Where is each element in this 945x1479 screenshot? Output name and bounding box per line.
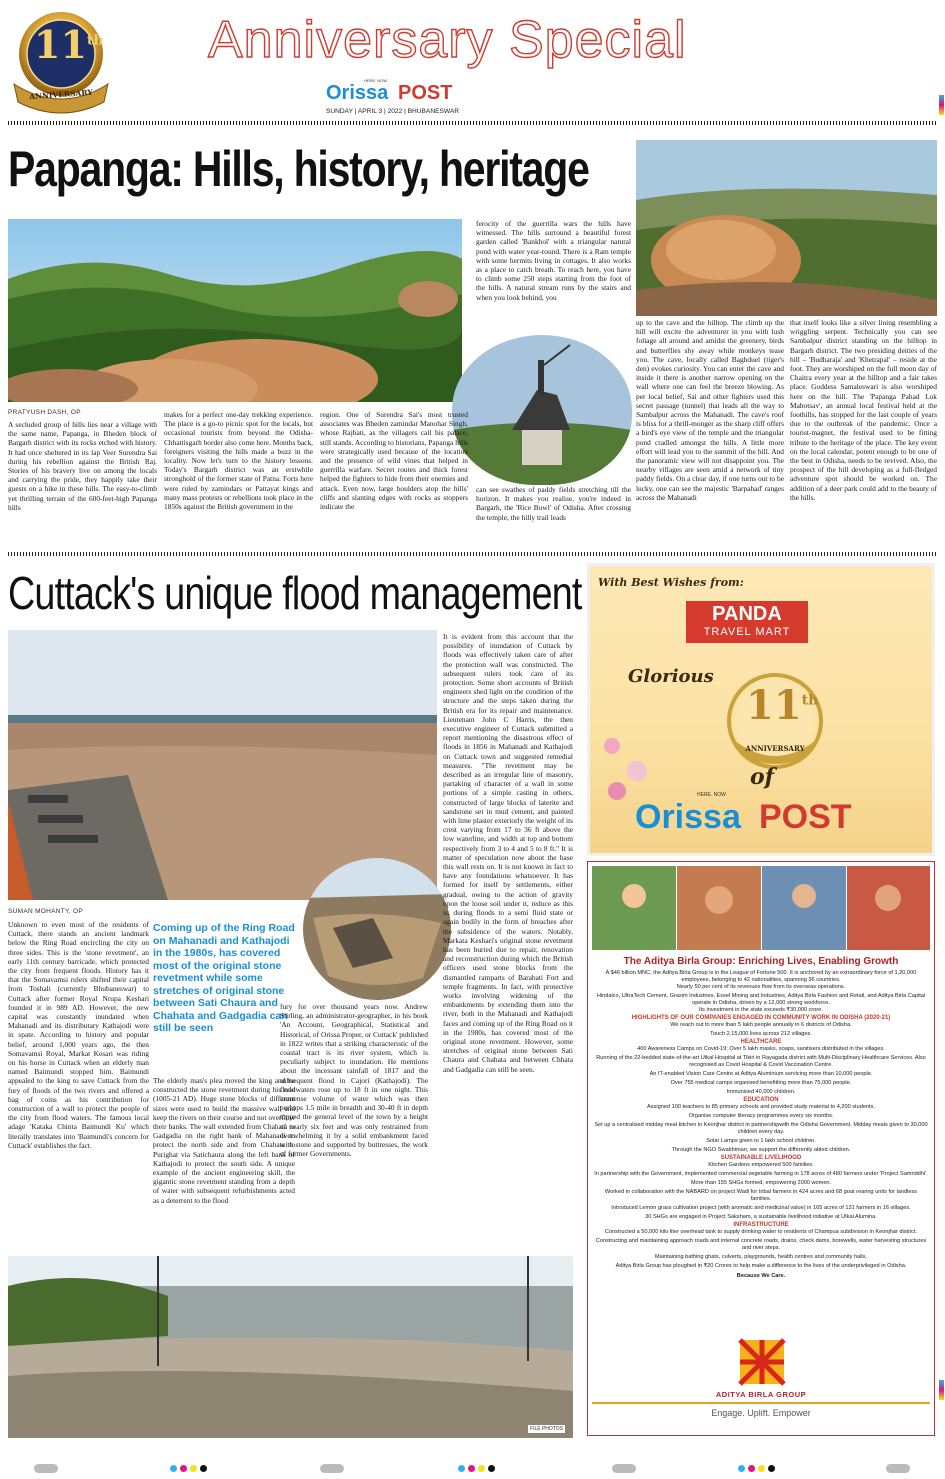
reg-edge-bar-top <box>939 95 944 115</box>
reg-oval-right <box>612 1464 636 1473</box>
ad-birla-he5: Immunised 40,000 children. <box>726 1089 796 1095</box>
story1-boulder-photo <box>636 140 937 316</box>
dateline: SUNDAY | APRIL 3 | 2022 | BHUBANESWAR <box>326 108 460 115</box>
ad-birla-ed1: Assigned 100 teachers to 85 primary schools and provided study material to 4,200 students. <box>647 1104 875 1110</box>
ad-birla-body <box>594 970 928 1280</box>
ad-birla-intro3: Hindalco, UltraTech Cement, Grasim Industries, Essel Mining and Industries, Aditya Birla Fashion and Retail, and Aditya Birla Capital operate in Odisha, driven by a 12,000 strong workforce. <box>596 993 926 1006</box>
reg-oval-far-right <box>886 1464 910 1473</box>
ad-panda-number: 11th <box>746 682 819 729</box>
story2-col2: The elderly man's plea moved the king and he constructed the stone revetment during his rule (1005-21 AD). Huge stone blocks of different sizes were used to build the massive wall and keep the rivers on their course and not overflow their banks. The wall extended from Chahata to Gadgadia on the right bank of Mahanadi to protect the north side and from Chahata to Purighat via Satichaura along the left bank of Kathajodi to protect the south side. A unique example of the ancient engineering skill, the gigantic stone revetment standing from a depth of water with subsequent refurbishments acted as a deterrent to the flood <box>153 1076 295 1205</box>
ad-birla-li4: Worked in collaboration with the NABARD on project Wadi for tribal farmers in 424 acres and 68 goat rearing units for landless families. <box>604 1189 918 1202</box>
ad-birla-ed3: Set up a centralised midday meal kitchen in Keonjhar district in partnershipwith the Odisha Government. Midday meals given to 30,000 children every day. <box>594 1122 928 1135</box>
ad-birla-li3: More than 155 SHGs formed, empowering 2000 women. <box>690 1180 832 1186</box>
reg-dot-yellow-2 <box>478 1465 485 1472</box>
ad-birla-title: The Aditya Birla Group: Enriching Lives, Enabling Growth <box>623 956 899 967</box>
ad-birla-intro4: Its investment in the state exceeds ₹30,000 crore. <box>699 1007 823 1013</box>
panda-brand-sub: TRAVEL MART <box>703 626 791 638</box>
reg-dot-black-2 <box>488 1465 495 1472</box>
reg-dot-yellow-3 <box>758 1465 765 1472</box>
ad-birla-li6: 30 SHGs are engaged in Project Saksham, a sustainable livelihood initiative at Utkal Alumina. <box>645 1214 877 1220</box>
ad-panda-best-wishes: With Best Wishes from: <box>598 576 744 589</box>
ad-birla-he2: Running of the 22-bedded state-of-the-art Utkal Hospital at Tikiri in Rayagada district with Multi-Disciplinary Healthcare Services. Also recognised as Covid Hospital & Covid Vaccination Centre. <box>596 1055 926 1068</box>
story1-headline: Papanga: Hills, history, heritage <box>8 141 589 197</box>
ad-birla-hl1: We reach out to more than 5 lakh people annually in 6 districts of Odisha. <box>670 1022 852 1028</box>
ad-birla-li5: Introduced Lemon grass cultivation project (with aromatic and medicinal value) in 165 acres of 131 farmers in 16 villages. <box>611 1205 911 1211</box>
badge-number: 11th <box>34 22 104 67</box>
ad-birla-h-live: SUSTAINABLE LIVELIHOOD <box>720 1155 802 1161</box>
ad-birla-hl2: Touch 2,15,000 lives across 212 villages. <box>710 1031 812 1037</box>
ad-birla-in1: Constructed a 50,000 kilo liter overhead tank to supply drinking water to residents of Champua subdivision in Keonjhar district. <box>604 1229 918 1235</box>
ad-birla-care: Because We Care. <box>736 1273 786 1279</box>
ad-panda-ribbon: ANNIVERSARY <box>745 744 805 753</box>
reg-dot-cyan <box>170 1465 177 1472</box>
ad-panda-of: of <box>750 764 775 790</box>
section-divider <box>8 552 937 556</box>
story1-col4b: can see swathes of paddy fields stretching till the horizon. It makes you realise, you're indeed in Bargarh, the 'Rice Bowl' of Odisha. After crossing the temple, the hilly trail leads <box>476 485 631 522</box>
ad-panda-paper-b: POST <box>759 798 852 836</box>
reg-oval-mid <box>320 1464 344 1473</box>
story1-col1: A secluded group of hills lies near a village with the same name, Papanga, in Bheden block of Bargarh district with its rocks etched with history. It had once sheltered in its lap Veer Surendra Sai during his rebellion against the British Raj. Stories of his bravery live on among the locals and carrying the pride, they happily take their guests on a hike in these hills. The easy-to-climb yet thrilling terrain of the 600-feet-high Papanga hills <box>8 420 157 512</box>
ad-panda <box>587 563 935 856</box>
ad-birla-h-health: HEALTHCARE <box>740 1039 782 1045</box>
ad-birla-in3: Maintaining bathing ghats, culverts, playgrounds, health centres and community halls. <box>654 1254 868 1260</box>
story2-col4: It is evident from this account that the possibility of inundation of Cuttack by floods was effectively taken care of after the protection wall was constructed. The subsequent rulers took care of its protection. Some short accounts of British engineers shed light on the condition of the structure and the steps taken during the British era for its repair and maintenance. Lieutenant John C Harris, the then executive engineer of Cuttack submitted a report mentioning the disastrous effect of floods in 1856 in Mahanadi and Kathajodi on Cuttack town and suggested remedial measures. "The revetment may be described as an irregular line of masonry, partaking of character of a wall in some portions of a simple casting in others, constructed of large blocks of laterite and sandstone set in mud cement, and painted with lime plaster exteriorly the weight of its crest varying from 17 to 36 ft above the low waterline, and width at top and bottom respectively from 3 to 4 and 5 to 8 ft." It is matter of speculation now about the base this wall rests on. It is not known in fact to have any foundations whatsoever. It has formed for itself by settlements, either gradual, owing to the action of gravity upon the loose soil under it, reduce as this is, during floods to a semi fluid state or again bodily in the form of breaches after the subsidence of the waters. Notably, Markata Keshari's original stone revetment has been buried due to repair, renovation and reconstruction during which the British officers used stone blocks from the dismantled ramparts of Barabati Fort and temple fragments. In fact, with protective works involving widening of the embankments by extending them into the river, both in the Mahanadi and Kathajodi faces and coming up of the Ring Road on it in the 1980s, has covered most of the original stone revetment. However, some stretches of original stone between Sati Chaura and Chahata and between Chhata and Gadgadia can still be seen. <box>443 632 573 1074</box>
birla-logo <box>732 1338 792 1388</box>
story2-wall-photo <box>303 858 451 1000</box>
birla-sun-logo-icon <box>732 1338 792 1388</box>
ad-birla-li2: In partnership with the Government, implemented commercial vegetable farming in 178 acres of 480 farmers under 'Project Samriddhi'. <box>594 1171 928 1177</box>
badge-ribbon-text: ANNIVERSARY <box>29 87 93 102</box>
ad-birla-h-edu: EDUCATION <box>743 1097 779 1103</box>
reg-dot-black <box>200 1465 207 1472</box>
ad-birla <box>587 861 935 1436</box>
ad-panda-paper-a: Orissa <box>635 798 741 836</box>
reg-dot-magenta-2 <box>468 1465 475 1472</box>
ad-birla-tagline: Engage. Uplift. Empower <box>711 1408 811 1418</box>
masthead <box>0 0 945 122</box>
story2-col1: Unknown to even most of the residents of Cuttack, there stands an ancient landmark below the Ring Road encircling the city on three sides. This is the 'stone revetment', an early 11th century barricade, which protected the city from frequent floods. History has it that the Somavamsi rulers shifted their capital from Toshali (currently Bhubaneswar) to Cuttack after former Royal Nrupa Keshari founded it in 989 AD. However, the new capital was constantly inundated when Mahanadi and its distributary Kathajodi were in spate. According to history and popular belief, around 1,000 years ago, the then Somavamsi Royal, Markat Kesari was riding on his horse in Cuttack when an elderly man named Baimundi stopped him. Baimundi appealed to the king to save Cuttack from the fury of floods of the two rivers and offered a bag of coins as his contribution for construction of a wall to protect the people of the city from flood waters. The famous local adage 'Kataka Chinta Baimundi Ku' which literally translates into 'Baimundi's concern for Cuttack' establishes the fact. <box>8 920 149 1150</box>
ad-panda-badge <box>720 666 830 776</box>
ad-birla-tagline-bar <box>592 1402 930 1404</box>
reg-edge-bar-bottom <box>939 1380 944 1400</box>
story1-main-photo <box>8 219 462 402</box>
ad-birla-ed4: Solar Lamps given to 1 lakh school children. <box>706 1138 816 1144</box>
panda-logo <box>686 601 808 643</box>
reg-dot-magenta <box>180 1465 187 1472</box>
flower-decoration-icon <box>592 716 672 816</box>
ad-birla-h-infra: INFRASTRUCTURE <box>733 1222 789 1228</box>
masthead-divider <box>8 121 937 125</box>
registration-marks <box>0 1444 945 1479</box>
story2-headline: Cuttack's unique flood management <box>8 567 582 619</box>
reg-oval-left <box>34 1464 58 1473</box>
paper-tag: HERE. NOW <box>364 78 388 83</box>
reg-dot-black-3 <box>768 1465 775 1472</box>
ad-birla-li1: Kitchen Gardens empowered 500 families. <box>708 1162 814 1168</box>
ad-birla-he3: An IT-enabled Vision Care Centre at Aditya Aluminium servicing more than 10,000 people. <box>649 1071 873 1077</box>
ad-birla-intro2: Nearly 50 per cent of its revenues flow from its overseas operations. <box>676 984 846 990</box>
paper-name-a: Orissa <box>326 82 389 104</box>
reg-dot-yellow <box>190 1465 197 1472</box>
story2-pullquote: Coming up of the Ring Road on Mahanadi and Kathajodi in the 1980s, has covered most of the original stone revetment while some stretches of original stone between Sati Chaura and Chahata and Gadgadia can still be seen <box>153 922 295 1034</box>
paper-logo <box>326 78 474 104</box>
reg-dot-cyan-2 <box>458 1465 465 1472</box>
story1-col3: region. One of Surendra Sai's most trusted associates was Bheden zamindar Manohar Singh, whose Rajbati, as the villagers call his palace, still stands. According to historians, Papanga hills were strategically used because of the location and the presence of wild vines that helped in guerrilla warfare. Secret routes and thick forest helped the fighters to hide from their enemies and attack. Even now, large boulders atop the hills' cliffs and slanting edges with rocks as stoppers indicate the <box>320 410 468 512</box>
ad-birla-he1: 400 Awareness Camps on Covid-19; Over 5 lakh masks, soaps, sanitisers distributed in the villages. <box>637 1046 885 1052</box>
reg-dot-cyan-3 <box>738 1465 745 1472</box>
story1-byline: PRATYUSH DASH, OP <box>8 409 81 416</box>
story1-col2: makes for a perfect one-day trekking experience. The place is a go-to picnic spot for the locals, but occasional tourists from beyond the Odisha-Chhattisgarh border also come here. Months back, foreigners visiting the hills made a buzz in the locality. Now let's turn to the history lessons. Today's Bargarh district was an erstwhile stronghold of the former state of Patna. Forts here were ruled by zamindars or Pattayat kings and many mass protests or rebellions took place in the 1850s against the British government in the <box>164 410 313 512</box>
story2-byline: SUMAN MOHANTY, OP <box>8 908 84 915</box>
ad-birla-he4: Over 755 medical camps organised benefitting more than 75,000 people. <box>670 1080 852 1086</box>
ad-birla-group: ADITYA BIRLA GROUP <box>715 1390 807 1399</box>
masthead-title: Anniversary Special <box>208 11 687 69</box>
ad-birla-photo-strip <box>592 866 930 950</box>
story1-col4a: ferocity of the guerrilla wars the hills have witnessed. The hills surround a beautiful forest garden called 'Bankhol' with a triangular natural pond with water year-round. There is a Ram temple with some hermits living in cottages. It also works as a place to catch breath. To reach here, you have to climb some 250 steps starting from the foot of the hills. A natural stream runs by the stairs and when you look behind, you <box>476 219 631 302</box>
ad-birla-in4: Aditya Birla Group has ploughed in ₹20 Crores to help make a difference to the lives of the underprivileged in Odisha. <box>615 1263 907 1269</box>
ad-panda-paper-tag: HERE. NOW <box>697 792 726 798</box>
ad-birla-h-highlights: HIGHLIGHTS OF OUR COMPANIES ENGAGED IN COMMUNITY WORK IN ODISHA (2020-21) <box>631 1015 891 1021</box>
ad-birla-in2: Constructing and maintaining approach roads and internal concrete roads, drains, check dams, borewells, water harvesting structures and river steps. <box>595 1238 927 1251</box>
story1-col6: that itself looks like a silver lining resembling a wriggling serpent. Technically you can see Sambalpur district standing on the hilltop in Bargarh district. The two presiding deities of the hill – 'Budharaja' and 'Khetrapal' – reside at the foot. They are worshiped on the full moon day of Chaitra every year at the hilltop and a fair takes place. Goddess Samaleswari is also worshiped here on the hill. The 'Papanga Pahad Lok Mahotsav', an annual local festival held at the foothills, has stopped for the last couple of years due to the outbreak of the pandemic. Once a tourist-magnet, the festival used to be fitting tribute to the heritage of the place. The key event on the local calendar, potent enough to be one of the best in Odisha, needs to be revived. Also, the prospect of the hill developing as a full-fledged adventure spot should be worked on. The addition of a deer park could add to the beauty of the hills. <box>790 318 937 502</box>
ad-panda-glorious: Glorious <box>628 666 714 687</box>
ad-birla-intro1: A $46 billion MNC, the Aditya Birla Group is in the League of Fortune 500. It is anchored by an extraordinary force of 1,20,000 employees, belonging to 42 nationalities, spanning 36 countries. <box>605 970 917 983</box>
reg-dot-magenta-3 <box>748 1465 755 1472</box>
story1-statue-photo <box>452 335 632 485</box>
file-photos-credit: FILE PHOTOS <box>530 1426 563 1432</box>
story2-col3: fury for over thousand years now. Andrew Stirling, an administrator-geographer, in his book 'An Account, Geographical, Statistical and Historical, of Orissa Proper, or Cuttack' published in 1822 writes that a striking characteristic of the coastal tract is its river system, which is peculiarly subject to inundation. He mentions about the incessant rainfall of 1817 and the subsequent flood in Cajori (Kathajodi). The floodwaters rose up to 18 ft in one night. This immense volume of water which was then perhaps 1.5 mile in breadth and 30-40 ft in depth topped the general level of the town by a height of nearly six feet and was only restrained from overwhelming it by a solid embankment faced with stone and supported by buttresses, the work of former Governments. <box>280 1002 428 1159</box>
ad-birla-ed5: Through the NGO Swabhiman, we support the differently abled children. <box>671 1147 851 1153</box>
ad-birla-ed2: Organise computer literacy programmes every six months. <box>688 1113 834 1119</box>
paper-name-b: POST <box>398 82 453 104</box>
anniversary-badge <box>6 6 116 116</box>
story1-col5: up to the cave and the hilltop. The climb up the hill will excite the adventurer in you with lush foliage all around and amidst the greenery, birds and butterflies shy away while monkeys tease you. The cave, locally called Baghduel (tiger's den) evokes curiosity. You can enter the cave and inside it there is another narrow opening on the wall where one can feel the breeze blowing. As per local belief, Sai and other fighters used this secret passage (tunnel) that leads all the way to Sambalpur across the Mahanadi. The cave's roof is bliss for a thrill-monger as the sharp cliff offers a bird's eye view of the temple and the triangular pond cradled amongst the hills. A little more effort will lead you to the summit of the hill. And the panoramic view will not disappoint you. The nearby villages are seen amid a network of tiny paddy fields. On a clear day, if one turns out to be lucky, one can see the majestic 'Barpahad' ranges across the Mahanadi <box>636 318 784 502</box>
ad-panda-paper <box>635 792 895 836</box>
story2-bed-photo <box>8 1256 573 1438</box>
panda-brand: PANDA <box>712 603 782 625</box>
